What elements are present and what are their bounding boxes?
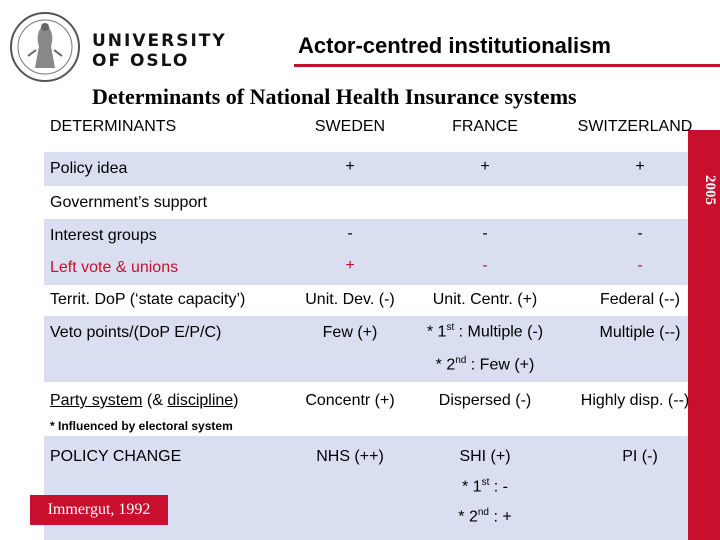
cell-sweden-left-vote: + xyxy=(345,257,355,274)
cell-sweden-territorial-dop: Unit. Dev. (-) xyxy=(305,291,395,308)
row-label-interest-groups: Interest groups xyxy=(50,227,157,244)
cell-france-interest-groups: - xyxy=(482,225,488,242)
cell-switzerland-policy-change: PI (-) xyxy=(622,448,658,465)
cell-switzerland-interest-groups: - xyxy=(637,225,643,242)
cell-sweden-policy-idea: + xyxy=(345,158,355,175)
column-header-sweden: SWEDEN xyxy=(314,118,386,135)
column-header-france: FRANCE xyxy=(452,118,518,135)
cell-switzerland-policy-idea: + xyxy=(635,158,645,175)
slide-title: Actor-centred institutionalism xyxy=(298,33,611,58)
university-line2: OF OSLO xyxy=(92,51,190,71)
citation-label: Immergut, 1992 xyxy=(30,495,168,525)
cell-france-territorial-dop: Unit. Centr. (+) xyxy=(432,291,538,308)
slide-subtitle: Determinants of National Health Insurance systems xyxy=(92,84,577,109)
column-header-switzerland: SWITZERLAND xyxy=(577,118,693,135)
cell-switzerland-veto-points: Multiple (--) xyxy=(599,324,681,341)
cell-sweden-veto-points: Few (+) xyxy=(322,324,378,341)
row-label-veto-points: Veto points/(DoP E/P/C) xyxy=(50,324,222,341)
column-header-determinants: DETERMINANTS xyxy=(50,118,177,135)
cell-france-veto-points-1: * 1st : Multiple (-) xyxy=(426,322,544,341)
cell-sweden-party-system: Concentr (+) xyxy=(305,392,395,409)
cell-france-policy-idea: + xyxy=(480,158,490,175)
row-label-party-system: Party system (& discipline) xyxy=(50,392,239,409)
title-underline xyxy=(294,64,720,67)
cell-france-policy-change: SHI (+) xyxy=(459,448,511,465)
cell-sweden-policy-change: NHS (++) xyxy=(316,448,384,465)
university-line1: UNIVERSITY xyxy=(92,31,227,51)
electoral-system-note: * Influenced by electoral system xyxy=(50,419,233,433)
row-label-government-support: Government’s support xyxy=(50,194,208,211)
cell-france-veto-points-2: * 2nd : Few (+) xyxy=(435,355,535,374)
cell-france-policy-change-1st: * 1st : - xyxy=(461,477,509,496)
cell-switzerland-party-system: Highly disp. (--) xyxy=(580,392,690,409)
row-label-policy-idea: Policy idea xyxy=(50,160,128,177)
cell-switzerland-territorial-dop: Federal (--) xyxy=(599,291,680,308)
row-label-policy-change: POLICY CHANGE xyxy=(50,448,182,465)
cell-france-left-vote: - xyxy=(482,257,488,274)
year-label: 2005 xyxy=(702,175,718,205)
university-seal-logo xyxy=(8,10,82,84)
cell-france-policy-change-2nd: * 2nd : + xyxy=(458,507,512,526)
cell-sweden-interest-groups: - xyxy=(347,225,353,242)
row-label-territorial-dop: Territ. DoP (‘state capacity’) xyxy=(50,291,246,308)
row-label-left-vote-unions: Left vote & unions xyxy=(50,259,179,276)
university-wordmark xyxy=(92,31,242,71)
cell-france-party-system: Dispersed (-) xyxy=(438,392,532,409)
cell-switzerland-left-vote: - xyxy=(637,257,643,274)
